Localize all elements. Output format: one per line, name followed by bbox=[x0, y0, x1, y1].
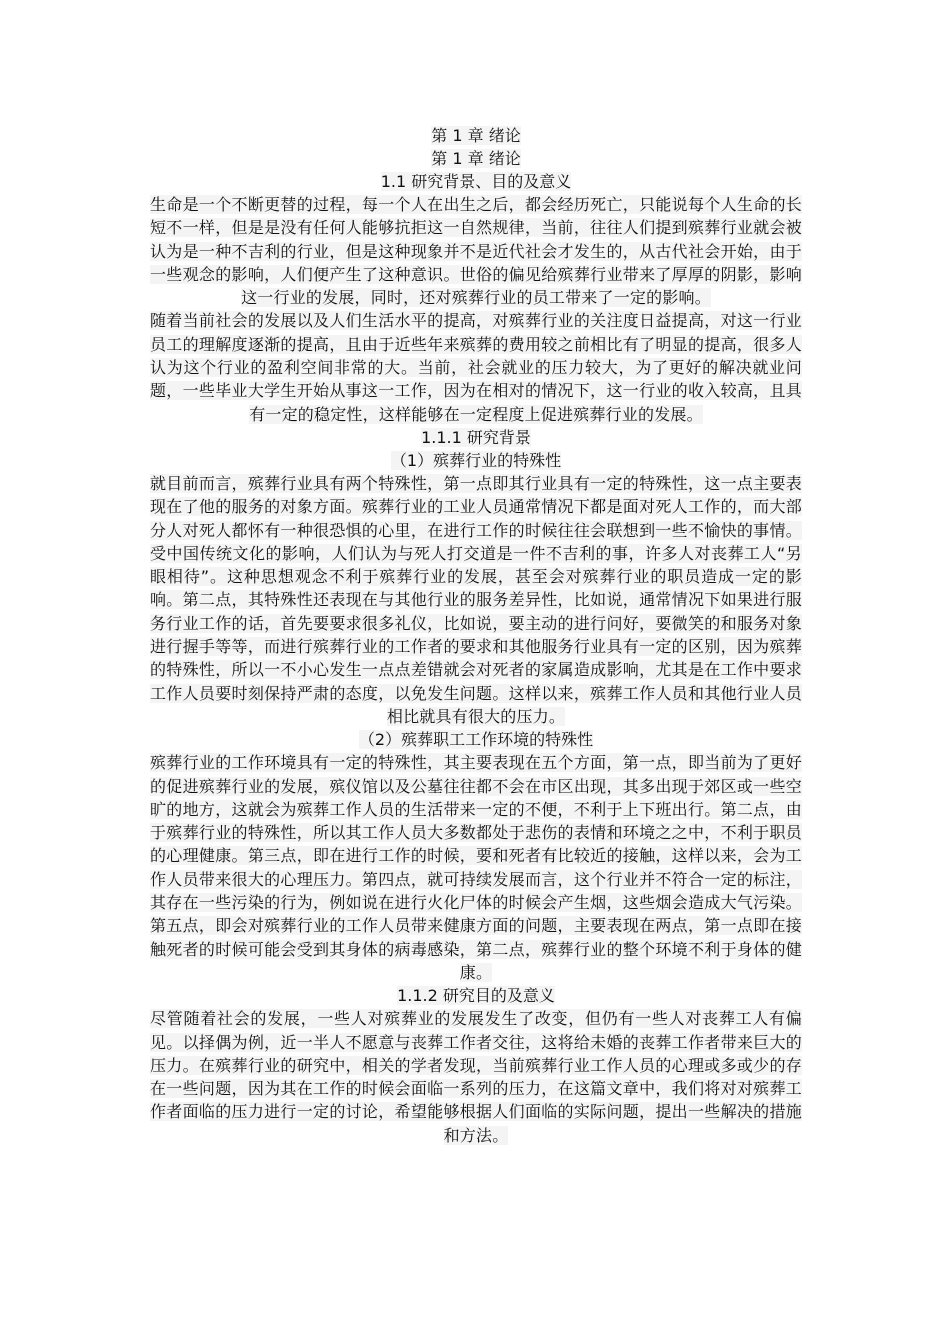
section-heading-1-1-1: 1.1.1 研究背景 bbox=[421, 427, 531, 447]
section-heading-1-1: 1.1 研究背景、目的及意义 bbox=[380, 172, 572, 191]
subheading-1: （1）殡葬行业的特殊性 bbox=[390, 450, 562, 470]
paragraph-5: 尽管随着社会的发展，一些人对殡葬业的发展发生了改变，但仍有一些人对丧葬工人有偏见。以择偶为例，近一半人不愿意与丧葬工作者交往，这将给未婚的丧葬工作者带来巨大的压力。在殡葬行业的研究中，相关的学者发现，当前殡葬行业工作人员的心理或多或少的存在一些问题，因为其在工作的时候会面临一系列的压力，在这篇文章中，我们将对对殡葬工作者面临的压力进行一定的讨论，希望能够根据人们面临的实际问题，提出一些解决的措施和方法。 bbox=[150, 1009, 802, 1145]
section-heading-1-1-2: 1.1.2 研究目的及意义 bbox=[397, 986, 555, 1006]
document-page bbox=[150, 124, 802, 1147]
chapter-title: 第 1 章 绪论 bbox=[431, 126, 521, 145]
paragraph-3: 就目前而言，殡葬行业具有两个特殊性，第一点即其行业具有一定的特殊性，这一点主要表现在了他的服务的对象方面。殡葬行业的工业人员通常情况下都是面对死人工作的，而大部分人对死人都怀有一种很恐惧的心里，在进行工作的时候往往会联想到一些不愉快的事情。受中国传统文化的影响，人们认为与死人打交道是一件不吉利的事，许多人对丧葬工人“另眼相待”。这种思想观念不利于殡葬行业的发展，甚至会对殡葬行业的职员造成一定的影响。第二点，其特殊性还表现在与其他行业的服务差异性，比如说，通常情况下如果进行服务行业工作的话，首先要要求很多礼仪，比如说，要主动的进行问好，要微笑的和服务对象进行握手等等，而进行殡葬行业的工作者的要求和其他服务行业具有一定的区别，因为殡葬的特殊性，所以一不小心发生一点点差错就会对死者的家属造成影响，尤其是在工作中要求工作人员要时刻保持严肃的态度，以免发生问题。这样以来，殡葬工作人员和其他行业人员相比就具有很大的压力。 bbox=[150, 473, 802, 726]
chapter-title-repeat: 第 1 章 绪论 bbox=[431, 149, 521, 168]
paragraph-1: 生命是一个不断更替的过程，每一个人在出生之后，都会经历死亡，只能说每个人生命的长短不一样，但是是没有任何人能够抗拒这一自然规律，当前，往往人们提到殡葬行业就会被认为是一种不吉利的行业，但是这种现象并不是近代社会才发生的，从古代社会开始，由于一些观念的影响，人们便产生了这种意识。世俗的偏见给殡葬行业带来了厚厚的阴影，影响这一行业的发展，同时，还对殡葬行业的员工带来了一定的影响。 bbox=[150, 195, 802, 308]
paragraph-2: 随着当前社会的发展以及人们生活水平的提高，对殡葬行业的关注度日益提高，对这一行业员工的理解度逐渐的提高，且由于近些年来殡葬的费用较之前相比有了明显的提高，很多人认为这个行业的盈利空间非常的大。当前，社会就业的压力较大，为了更好的解决就业问题，一些毕业大学生开始从事这一工作，因为在相对的情况下，这一行业的收入较高，且具有一定的稳定性，这样能够在一定程度上促进殡葬行业的发展。 bbox=[150, 311, 802, 424]
paragraph-4: 殡葬行业的工作环境具有一定的特殊性，其主要表现在五个方面，第一点，即当前为了更好的促进殡葬行业的发展，殡仪馆以及公墓往往都不会在市区出现，其多出现于郊区或一些空旷的地方，这就会为殡葬工作人员的生活带来一定的不便，不利于上下班出行。第二点，由于殡葬行业的特殊性，所以其工作人员大多数都处于悲伤的表情和环境之之中，不利于职员的心理健康。第三点，即在进行工作的时候，要和死者有比较近的接触，这样以来，会为工作人员带来很大的心理压力。第四点，就可持续发展而言，这个行业并不符合一定的标注，其存在一些污染的行为，例如说在进行火化尸体的时候会产生烟，这些烟会造成大气污染。第五点，即会对殡葬行业的工作人员带来健康方面的问题，主要表现在两点，第一点即在接触死者的时候可能会受到其身体的病毒感染，第二点，殡葬行业的整个环境不利于身体的健康。 bbox=[150, 753, 802, 982]
subheading-2: （2）殡葬职工工作环境的特殊性 bbox=[358, 730, 594, 750]
